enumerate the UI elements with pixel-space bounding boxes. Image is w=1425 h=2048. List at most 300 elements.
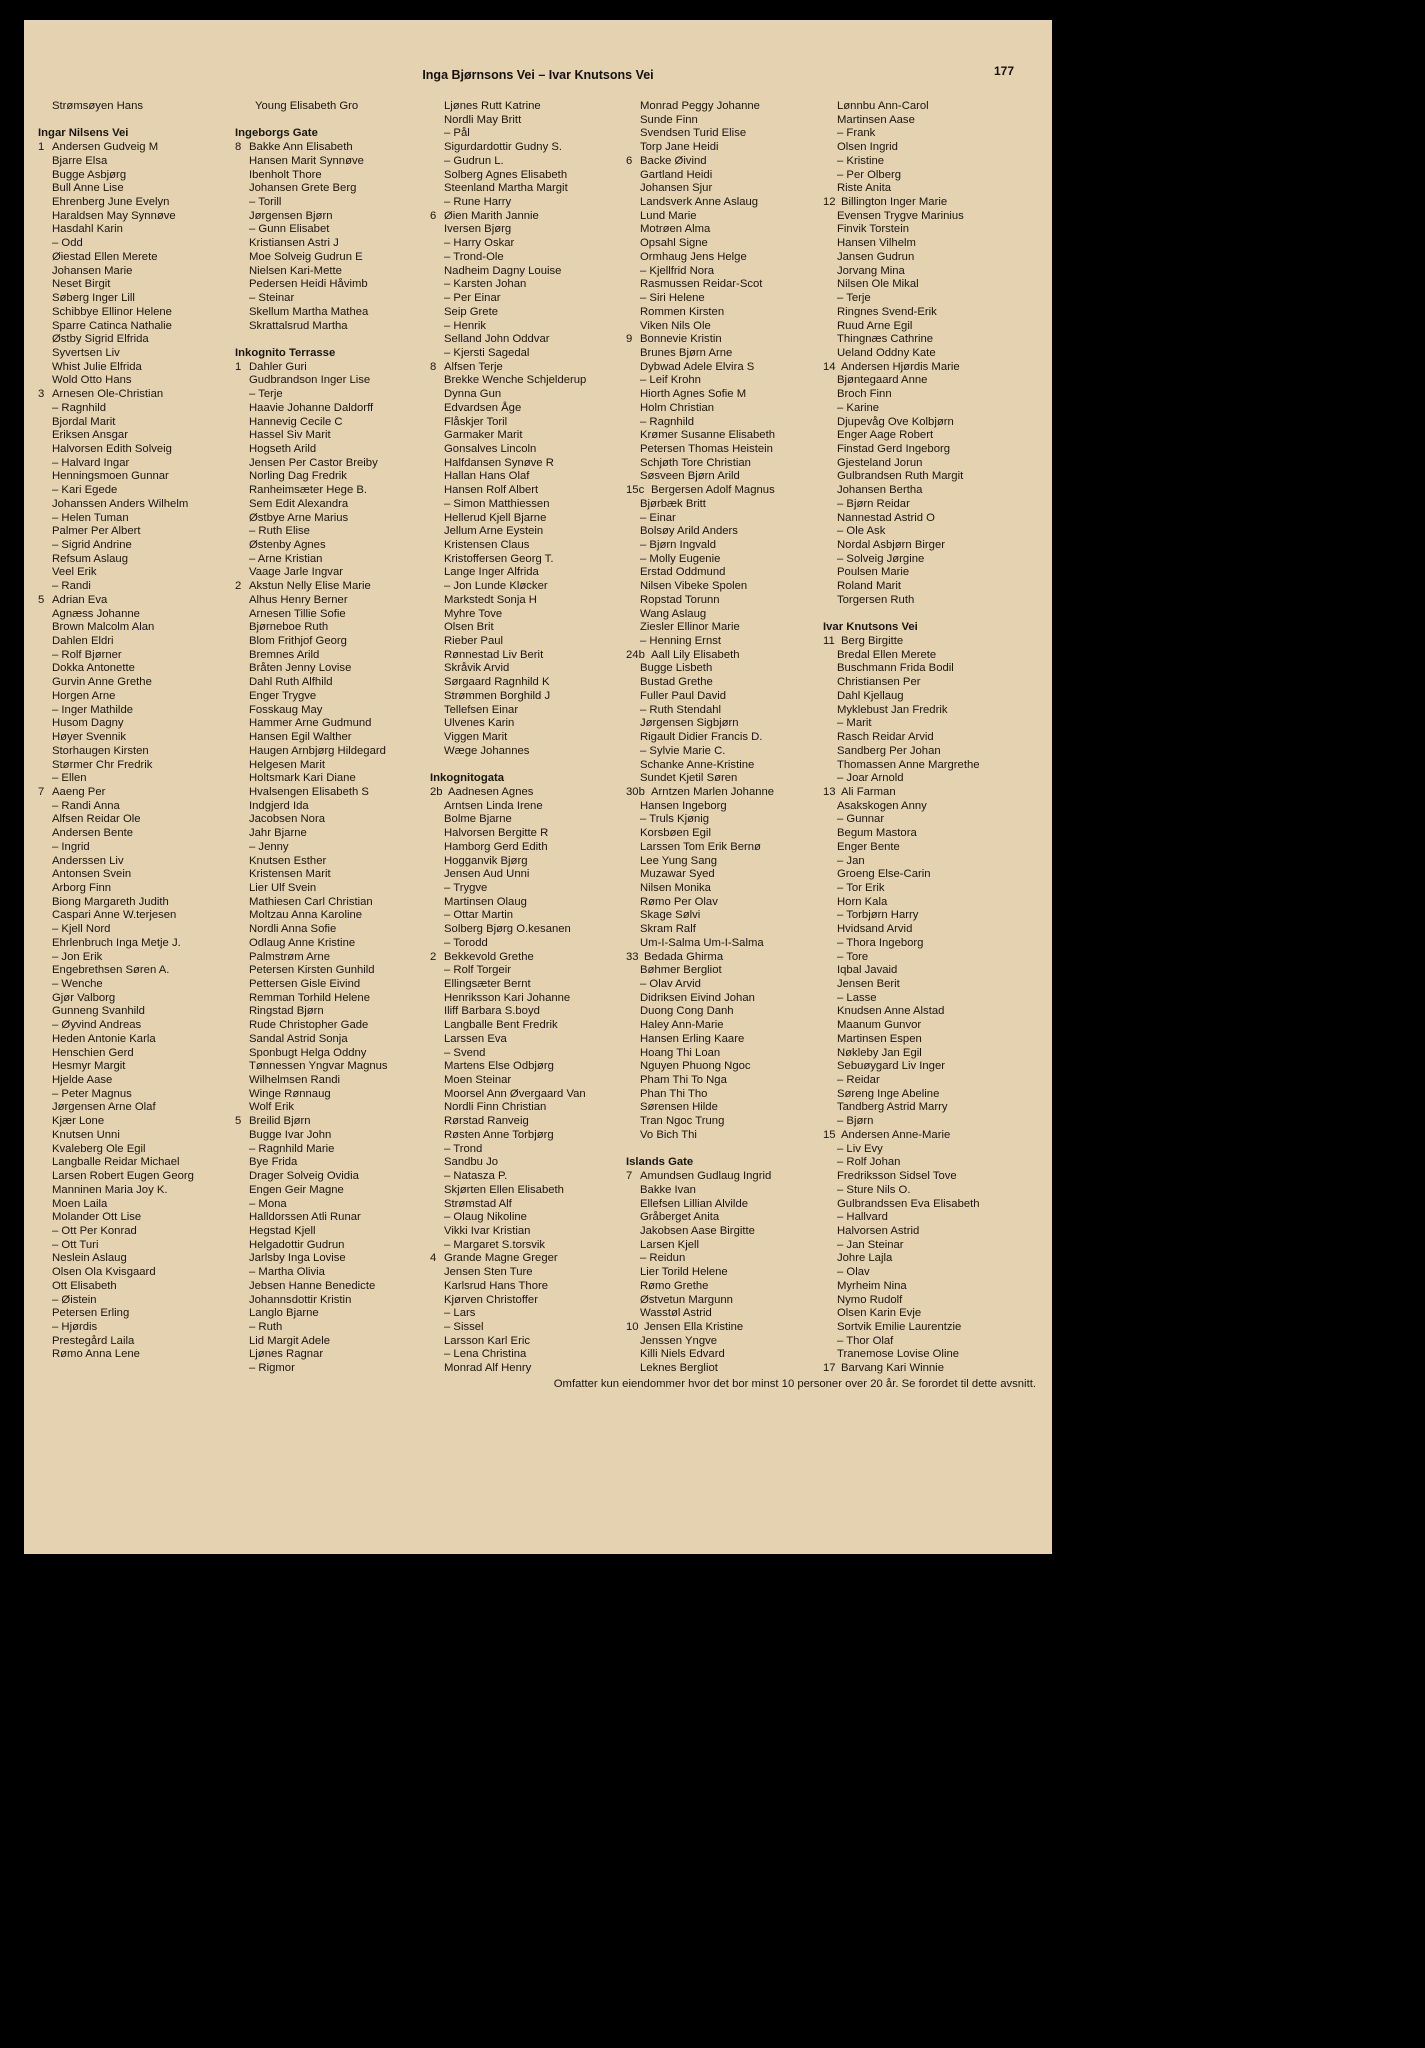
resident-entry: Johre Lajla [837, 1252, 893, 1265]
resident-entry: Poulsen Marie [837, 566, 910, 579]
resident-entry: Martens Else Odbjørg [444, 1060, 554, 1073]
resident-entry: Bjørbæk Britt [640, 497, 706, 510]
resident-entry: Ljønes Rutt Katrine [444, 100, 541, 112]
resident-entry: Landsverk Anne Aslaug [640, 196, 759, 209]
house-number: 2 [430, 950, 437, 963]
resident-entry: Jacobsen Nora [249, 813, 325, 826]
resident-entry: Jansen Gudrun [837, 250, 915, 263]
resident-entry: Sunde Finn [640, 113, 698, 126]
resident-entry: Petersen Kirsten Gunhild [249, 964, 375, 977]
resident-entry: Gråberget Anita [640, 1211, 720, 1224]
resident-entry: Arborg Finn [52, 881, 112, 894]
resident-name: Ali Farman [841, 785, 896, 798]
resident-entry: Skråvik Arvid [444, 662, 510, 675]
resident-entry: Bjørneboe Ruth [249, 621, 329, 634]
resident-entry: – Wenche [52, 978, 103, 990]
resident-entry: Schibbye Ellinor Helene [52, 305, 172, 318]
resident-entry: Rude Christopher Gade [249, 1019, 369, 1032]
house-number: 5 [38, 593, 45, 606]
resident-entry: Olsen Ola Kvisgaard [52, 1266, 156, 1279]
resident-entry: Haugen Arnbjørg Hildegard [249, 744, 386, 757]
resident-entry: Halfdansen Synøve R [444, 456, 554, 469]
resident-entry: Lier Torild Helene [640, 1266, 728, 1279]
resident-entry: – Martha Olivia [249, 1266, 325, 1279]
resident-entry: Martinsen Olaug [444, 895, 527, 908]
address-entry [626, 1170, 775, 1184]
resident-entry: Jørgensen Sigbjørn [640, 717, 739, 730]
resident-entry: Rommen Kirsten [640, 305, 725, 318]
resident-entry: – Hallvard [837, 1211, 888, 1224]
resident-entry: Halvorsen Bergitte R [444, 827, 549, 840]
resident-entry: Engebrethsen Søren A. [52, 964, 170, 977]
resident-entry: Gjør Valborg [52, 991, 116, 1004]
address-entry [823, 196, 980, 210]
resident-entry: Røsten Anne Torbjørg [444, 1128, 554, 1141]
resident-entry: Hannevig Cecile C [249, 415, 343, 428]
resident-entry: Sponbugt Helga Oddny [249, 1046, 367, 1059]
address-entry [430, 210, 586, 224]
address-entry [823, 786, 980, 800]
resident-entry: Solberg Bjørg O.kesanen [444, 923, 571, 936]
resident-entry: – Gudrun L. [444, 154, 504, 167]
resident-entry: – Tore [837, 950, 869, 963]
resident-entry: – Ruth [249, 1320, 283, 1333]
resident-entry: Halldorssen Atli Runar [249, 1211, 361, 1224]
resident-entry: Øiestad Ellen Merete [52, 250, 158, 263]
resident-entry: Knudsen Anne Alstad [837, 1005, 945, 1018]
resident-entry: Søreng Inge Abeline [837, 1087, 940, 1100]
resident-entry: – Øistein [52, 1293, 97, 1306]
address-entry [235, 361, 388, 375]
house-number: 10 [626, 1320, 639, 1333]
resident-entry: Hesmyr Margit [52, 1060, 126, 1073]
resident-entry: – Marit [837, 717, 872, 730]
resident-entry: Hansen Marit Synnøve [249, 154, 364, 167]
house-number: 9 [626, 333, 633, 346]
resident-name: Billington Inger Marie [841, 196, 948, 209]
resident-entry: Larsen Kjell [640, 1238, 700, 1251]
resident-entry: – Henning Ernst [640, 635, 722, 648]
resident-entry: Skram Ralf [640, 923, 696, 936]
resident-entry: – Rolf Bjørner [52, 648, 122, 661]
resident-entry: Schjøth Tore Christian [640, 456, 751, 469]
resident-entry: – Sigrid Andrine [52, 539, 132, 551]
resident-entry: Arntsen Linda Irene [444, 799, 543, 812]
resident-entry: – Karsten Johan [444, 278, 527, 291]
resident-entry: Eriksen Ansgar [52, 429, 128, 442]
resident-entry: – Thor Olaf [837, 1334, 894, 1347]
resident-entry: – Jon Lunde Kløcker [444, 580, 548, 593]
house-number: 11 [823, 635, 835, 648]
resident-entry: Muzawar Syed [640, 868, 715, 881]
resident-entry: Jørgensen Bjørn [249, 209, 333, 222]
resident-entry: Ellingsæter Bernt [444, 978, 531, 990]
resident-entry: Solberg Agnes Elisabeth [444, 168, 568, 181]
resident-entry: Torp Jane Heidi [640, 141, 719, 154]
address-entry [235, 141, 388, 155]
resident-entry: Rørstad Ranveig [444, 1115, 529, 1128]
resident-entry: Søberg Inger Lill [52, 292, 135, 305]
resident-entry: Ormhaug Jens Helge [640, 250, 747, 263]
resident-entry: Rønnestad Liv Berit [444, 648, 544, 661]
house-number: 2 [235, 580, 242, 593]
resident-entry: Fuller Paul David [640, 689, 727, 702]
resident-entry: Maanum Gunvor [837, 1019, 922, 1032]
footnote: Omfatter kun eiendommer hvor det bor minst 10 personer over 20 år. Se forordet til dette avsnitt. [553, 1378, 1036, 1390]
resident-entry: Ziesler Ellinor Marie [640, 621, 740, 634]
resident-entry: – Randi Anna [52, 799, 120, 812]
resident-name: Breilid Bjørn [249, 1115, 311, 1128]
resident-entry: Halvorsen Astrid [837, 1224, 920, 1237]
resident-entry: Bakke Ivan [640, 1183, 696, 1196]
resident-entry: Halvorsen Edith Solveig [52, 442, 172, 455]
page-title: Inga Bjørnsons Vei – Ivar Knutsons Vei [422, 68, 654, 82]
house-number: 1 [38, 141, 45, 154]
resident-entry: Edvardsen Åge [444, 401, 522, 414]
resident-entry: – Jan Steinar [837, 1238, 904, 1251]
resident-entry: Bugge Asbjørg [52, 168, 127, 181]
resident-entry: Hansen Rolf Albert [444, 484, 539, 497]
resident-entry: Johannsdottir Kristin [249, 1293, 352, 1306]
resident-name: Alfsen Terje [444, 360, 503, 373]
resident-entry: Garmaker Marit [444, 429, 523, 442]
resident-entry: – Einar [640, 511, 676, 524]
house-number: 12 [823, 196, 836, 209]
resident-entry: Størmer Chr Fredrik [52, 758, 153, 771]
resident-entry: Bugge Ivar John [249, 1128, 332, 1141]
resident-entry: Kjær Lone [52, 1115, 105, 1128]
resident-entry: Ljønes Ragnar [249, 1348, 324, 1361]
resident-entry: – Siri Helene [640, 292, 705, 305]
address-entry [430, 361, 586, 375]
resident-entry: Husom Dagny [52, 717, 124, 730]
resident-entry: Bremnes Arild [249, 648, 320, 661]
resident-entry: Rømo Grethe [640, 1279, 709, 1292]
resident-entry: Helgadottir Gudrun [249, 1238, 345, 1251]
resident-entry: – Rune Harry [444, 196, 512, 209]
resident-name: Øien Marith Jannie [444, 209, 539, 222]
resident-entry: Nøkleby Jan Egil [837, 1046, 922, 1059]
resident-entry: Holtsmark Kari Diane [249, 772, 356, 785]
address-entry [430, 786, 586, 800]
resident-name: Andersen Anne-Marie [841, 1128, 951, 1141]
address-entry [38, 594, 194, 608]
address-entry [38, 786, 194, 800]
resident-entry: Myhre Tove [444, 607, 503, 620]
resident-entry: Gulbrandsen Ruth Margit [837, 470, 964, 483]
resident-entry: – Olav [837, 1266, 870, 1279]
resident-entry: Rømo Anna Lene [52, 1348, 140, 1361]
resident-entry: – Leif Krohn [640, 374, 701, 387]
resident-entry: Martinsen Espen [837, 1032, 922, 1045]
resident-name: Backe Øivind [640, 154, 707, 167]
resident-entry: Nielsen Kari-Mette [249, 264, 342, 277]
resident-entry: Hansen Vilhelm [837, 237, 916, 250]
resident-entry: Sandal Astrid Sonja [249, 1032, 348, 1045]
resident-name: Aall Lily Elisabeth [651, 648, 740, 661]
resident-entry: – Olav Arvid [640, 978, 701, 990]
resident-entry: – Odd [52, 237, 83, 250]
resident-entry: Asakskogen Anny [837, 799, 927, 812]
house-number: 24b [626, 648, 645, 661]
resident-entry: Nymo Rudolf [837, 1293, 903, 1306]
house-number: 8 [235, 141, 242, 154]
resident-entry: Hvidsand Arvid [837, 923, 913, 936]
resident-entry: Biong Margareth Judith [52, 895, 169, 908]
resident-entry: – Ott Per Konrad [52, 1224, 137, 1237]
resident-entry: Bråten Jenny Lovise [249, 662, 352, 675]
resident-entry: – Liv Evy [837, 1142, 883, 1155]
resident-entry: Dahl Kjellaug [837, 689, 904, 702]
column-3 [430, 100, 586, 1376]
resident-name: Bergersen Adolf Magnus [651, 484, 775, 497]
resident-entry: Høyer Svennik [52, 731, 127, 744]
resident-entry: Langballe Bent Fredrik [444, 1019, 558, 1032]
resident-entry: Skjørten Ellen Elisabeth [444, 1183, 564, 1196]
resident-name: Barvang Kari Winnie [841, 1362, 944, 1375]
resident-entry: Monrad Peggy Johanne [640, 100, 760, 112]
resident-entry: Østbye Arne Marius [249, 511, 349, 524]
resident-entry: – Steinar [249, 292, 295, 305]
resident-entry: Viken Nils Ole [640, 319, 711, 332]
resident-entry: Brown Malcolm Alan [52, 621, 155, 634]
resident-entry: Moltzau Anna Karoline [249, 909, 363, 922]
house-number: 6 [626, 154, 633, 167]
resident-entry: Kristoffersen Georg T. [444, 552, 554, 565]
resident-entry: Jensen Per Castor Breiby [249, 456, 378, 469]
resident-entry: Hegstad Kjell [249, 1224, 316, 1237]
resident-entry: – Svend [444, 1046, 486, 1059]
resident-entry: – Mona [249, 1197, 287, 1210]
resident-entry: Kristiansen Astri J [249, 237, 339, 250]
resident-entry: Arnesen Tillie Sofie [249, 607, 346, 620]
resident-entry: Korsbøen Egil [640, 827, 711, 840]
resident-entry [430, 759, 586, 773]
resident-entry: Jahr Bjarne [249, 827, 307, 840]
resident-entry: – Lena Christina [444, 1348, 527, 1361]
address-entry [626, 333, 775, 347]
resident-name: Bakke Ann Elisabeth [249, 141, 353, 154]
resident-entry: Hassel Siv Marit [249, 429, 331, 442]
resident-entry: – Trygve [444, 881, 488, 894]
resident-entry: Bye Frida [249, 1156, 298, 1169]
resident-entry: Sebuøygard Liv Inger [837, 1060, 946, 1073]
street-heading: Ingar Nilsens Vei [38, 127, 129, 140]
resident-entry: – Molly Eugenie [640, 552, 721, 565]
resident-entry: Helgesen Marit [249, 758, 325, 771]
resident-entry: – Rolf Johan [837, 1156, 901, 1169]
resident-entry: Rasmussen Reidar-Scot [640, 278, 763, 291]
column-2 [235, 100, 388, 1376]
resident-entry: Lier Ulf Svein [249, 881, 317, 894]
resident-entry: Indgjerd Ida [249, 799, 309, 812]
resident-entry: Roland Marit [837, 580, 902, 593]
resident-name: Bonnevie Kristin [640, 333, 722, 346]
resident-entry: Horn Kala [837, 895, 888, 908]
resident-entry: – Natasza P. [444, 1170, 508, 1183]
resident-entry: Sundet Kjetil Søren [640, 772, 738, 785]
resident-entry: Winge Rønnaug [249, 1087, 331, 1100]
resident-entry: Refsum Aslaug [52, 552, 128, 565]
resident-entry: Olsen Karin Evje [837, 1307, 922, 1320]
resident-name: Akstun Nelly Elise Marie [249, 580, 371, 593]
house-number: 4 [430, 1252, 437, 1265]
resident-entry: Iliff Barbara S.boyd [444, 1005, 540, 1018]
house-number: 15c [626, 484, 645, 497]
resident-entry: Nordli Finn Christian [444, 1101, 547, 1114]
resident-entry: Dybwad Adele Elvira S [640, 360, 755, 373]
resident-entry: Ringstad Bjørn [249, 1005, 324, 1018]
resident-entry: – Kari Egede [52, 484, 118, 497]
resident-entry: – Reidun [640, 1252, 686, 1265]
house-number: 1 [235, 360, 242, 373]
resident-entry: Mathiesen Carl Christian [249, 895, 373, 908]
resident-entry: – Joar Arnold [837, 772, 904, 785]
resident-entry: Nilsen Vibeke Spolen [640, 580, 748, 593]
resident-entry: Wold Otto Hans [52, 374, 132, 387]
resident-entry: Storhaugen Kirsten [52, 744, 149, 757]
resident-entry: Bjøntegaard Anne [837, 374, 928, 387]
resident-entry: Sigurdardottir Gudny S. [444, 141, 563, 154]
resident-entry: Nannestad Astrid O [837, 511, 935, 524]
resident-entry: Alhus Henry Berner [249, 593, 348, 606]
resident-entry: – Reidar [837, 1074, 880, 1087]
resident-entry: Bjordal Marit [52, 415, 116, 428]
resident-entry: Selland John Oddvar [444, 333, 550, 346]
resident-entry: Dahlen Eldri [52, 635, 114, 648]
resident-entry: Jellum Arne Eystein [444, 525, 544, 538]
resident-entry: Dokka Antonette [52, 662, 135, 675]
resident-entry: Olsen Ingrid [837, 141, 898, 154]
resident-entry: Lee Yung Sang [640, 854, 718, 867]
resident-entry: Neset Birgit [52, 278, 111, 291]
resident-entry: Kristensen Marit [249, 868, 331, 881]
resident-entry: Brekke Wenche Schjelderup [444, 374, 587, 387]
resident-entry: – Per Olberg [837, 168, 902, 181]
resident-entry: Palmstrøm Arne [249, 950, 330, 963]
resident-entry: – Torill [249, 196, 282, 209]
resident-entry: Nguyen Phuong Ngoc [640, 1060, 751, 1073]
resident-entry: – Sissel [444, 1320, 484, 1333]
resident-entry: – Ragnhild Marie [249, 1142, 335, 1155]
resident-entry: Hjelde Aase [52, 1074, 113, 1087]
resident-entry: Motrøen Alma [640, 223, 711, 236]
resident-entry: – Ragnhild [52, 401, 107, 414]
resident-entry: – Trond-Ole [444, 250, 504, 263]
street-heading: Ingeborgs Gate [235, 127, 318, 140]
resident-entry: Johanssen Anders Wilhelm [52, 497, 189, 510]
resident-entry: Anderssen Liv [52, 854, 124, 867]
resident-entry: – Arne Kristian [249, 552, 323, 565]
resident-entry: Knutsen Esther [249, 854, 327, 867]
resident-entry: Rigault Didier Francis D. [640, 731, 763, 744]
resident-entry: Ehrenberg June Evelyn [52, 196, 170, 209]
address-entry [626, 1321, 775, 1335]
resident-entry: Myrheim Nina [837, 1279, 907, 1292]
resident-entry: Bugge Lisbeth [640, 662, 713, 675]
resident-name: Bedada Ghirma [644, 950, 724, 963]
resident-entry: Ranheimsæter Hege B. [249, 484, 368, 497]
resident-entry: Molander Ott Lise [52, 1211, 142, 1224]
address-entry [235, 580, 388, 594]
house-number: 15 [823, 1128, 836, 1141]
resident-entry: Fredriksson Sidsel Tove [837, 1170, 957, 1183]
address-entry [823, 1362, 980, 1376]
resident-entry: Schanke Anne-Kristine [640, 758, 755, 771]
resident-name: Aadnesen Agnes [448, 785, 534, 798]
resident-entry: Jorvang Mina [837, 264, 905, 277]
resident-entry: Bustad Grethe [640, 676, 713, 689]
house-number: 8 [430, 360, 437, 373]
resident-entry: Skrattalsrud Martha [249, 319, 348, 332]
resident-entry: Sparre Catinca Nathalie [52, 319, 172, 332]
resident-entry: – Kjellfrid Nora [640, 264, 715, 277]
address-entry [430, 951, 586, 965]
resident-entry: Jarlsby Inga Lovise [249, 1252, 346, 1265]
resident-entry: Martinsen Aase [837, 113, 915, 126]
resident-entry: Young Elisabeth Gro [255, 100, 359, 112]
resident-entry: Ringnes Svend-Erik [837, 305, 937, 318]
resident-name: Grande Magne Greger [444, 1252, 558, 1265]
resident-entry: Horgen Arne [52, 689, 116, 702]
resident-entry: Gulbrandssen Eva Elisabeth [837, 1197, 980, 1210]
resident-entry: Moe Solveig Gudrun E [249, 250, 363, 263]
resident-entry: Lund Marie [640, 209, 697, 222]
resident-entry: Blom Frithjof Georg [249, 635, 347, 648]
resident-name: Arnesen Ole-Christian [52, 388, 164, 401]
resident-entry: Ropstad Torunn [640, 593, 720, 606]
resident-entry: Rieber Paul [444, 635, 504, 648]
resident-name: Aaeng Per [52, 785, 106, 798]
resident-entry: Finstad Gerd Ingeborg [837, 442, 951, 455]
resident-entry: Gjesteland Jorun [837, 456, 923, 469]
resident-entry: Seip Grete [444, 305, 499, 318]
resident-entry: Kvaleberg Ole Egil [52, 1142, 146, 1155]
resident-entry: Kristensen Claus [444, 539, 530, 551]
resident-entry: Finvik Torstein [837, 223, 909, 236]
resident-entry: – Bjørn Ingvald [640, 539, 716, 551]
resident-name: Dahler Guri [249, 360, 307, 373]
resident-entry: Nordli Anna Sofie [249, 923, 337, 936]
resident-entry: – Frank [837, 127, 876, 140]
resident-entry: Gartland Heidi [640, 168, 713, 181]
resident-entry: Nadheim Dagny Louise [444, 264, 562, 277]
resident-entry: Palmer Per Albert [52, 525, 141, 538]
resident-entry: – Øyvind Andreas [52, 1019, 142, 1032]
resident-entry [235, 333, 388, 347]
resident-entry: Østvetun Margunn [640, 1293, 733, 1306]
resident-entry: Vikki Ivar Kristian [444, 1224, 531, 1237]
resident-entry: – Lars [444, 1307, 476, 1320]
resident-entry: Moorsel Ann Øvergaard Van [444, 1087, 586, 1100]
resident-entry: Broch Finn [837, 388, 892, 401]
resident-entry: Jensen Aud Unni [444, 868, 530, 881]
resident-entry: Johansen Bertha [837, 484, 923, 497]
house-number: 7 [626, 1170, 633, 1183]
resident-entry: Sandbu Jo [444, 1156, 499, 1169]
resident-entry: Buschmann Frida Bodil [837, 662, 954, 675]
resident-entry: Antonsen Svein [52, 868, 132, 881]
house-number: 5 [235, 1115, 242, 1128]
resident-entry: – Lasse [837, 991, 877, 1004]
resident-entry: Bull Anne Lise [52, 182, 124, 195]
resident-entry: Skage Sølvi [640, 909, 701, 922]
house-number: 14 [823, 360, 836, 373]
resident-entry: Torgersen Ruth [837, 593, 915, 606]
resident-entry: Veel Erik [52, 566, 97, 579]
resident-entry: Steenland Martha Margit [444, 182, 568, 195]
resident-entry: Bredal Ellen Merete [837, 648, 937, 661]
